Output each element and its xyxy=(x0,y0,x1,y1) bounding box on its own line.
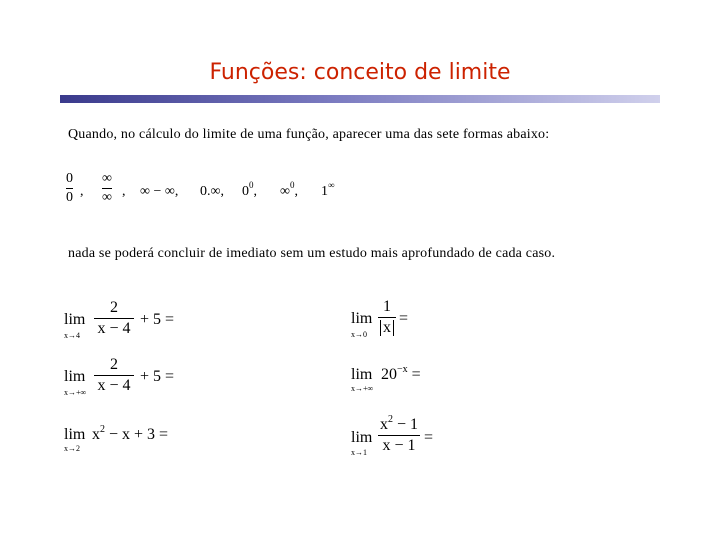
fraction: 1 x xyxy=(378,299,396,336)
title-underline xyxy=(60,95,660,103)
lim-label: lim xyxy=(351,429,373,446)
form-zero-over-zero xyxy=(66,172,73,205)
form-separator: , xyxy=(122,184,126,199)
fraction: 2 x − 4 xyxy=(94,357,134,394)
expression-tail: + 5 = xyxy=(140,368,175,385)
form-inf-pow-zero: ∞$^0$, xyxy=(280,180,298,199)
form-numerator: ∞ xyxy=(102,171,112,186)
exercise-2 xyxy=(64,357,214,401)
lim-label: lim xyxy=(351,310,373,327)
form-numerator: 0 xyxy=(66,171,73,186)
lim-subscript: x→1 xyxy=(351,448,367,457)
absolute-value: x xyxy=(380,320,394,336)
lim-subscript: x→0 xyxy=(351,330,367,339)
expression-tail: = xyxy=(399,310,409,327)
form-inf-minus-inf: ∞ − ∞, xyxy=(140,184,179,199)
exercise-5 xyxy=(351,363,471,397)
expression-tail: + 5 = xyxy=(140,311,175,328)
lim-label: lim xyxy=(64,368,86,385)
conclusion-text: nada se poderá concluir de imediato sem um estudo mais aprofundado de cada caso. xyxy=(68,246,556,261)
expression: $20^{-x}$ = xyxy=(381,364,421,383)
fraction: $x^2 - 1$ x − 1 xyxy=(379,414,419,454)
lim-label: lim xyxy=(64,311,86,328)
form-separator: , xyxy=(80,184,84,199)
lim-subscript: x→+∞ xyxy=(64,388,87,397)
lim-label: lim xyxy=(64,426,86,443)
form-one-pow-inf: 1∞ xyxy=(321,180,335,199)
lim-subscript: x→4 xyxy=(64,331,80,340)
form-zero-pow-zero: $0^0$, xyxy=(242,180,257,199)
lim-subscript: x→+∞ xyxy=(351,384,374,393)
expression-tail: = xyxy=(424,429,434,446)
form-inf-over-inf xyxy=(102,172,112,205)
form-denominator: ∞ xyxy=(102,190,112,205)
lim-subscript: x→2 xyxy=(64,444,80,453)
form-denominator: 0 xyxy=(66,190,73,205)
exercise-1 xyxy=(64,300,214,344)
exercise-3 xyxy=(64,415,214,455)
lim-label: lim xyxy=(351,366,373,383)
expression: $x^2 - x + 3$ = xyxy=(92,424,169,443)
slide-title: Funções: conceito de limite xyxy=(209,60,511,85)
intro-text: Quando, no cálculo do limite de uma função, aparecer uma das sete formas abaixo: xyxy=(68,127,550,142)
exercise-4 xyxy=(351,299,451,343)
exercise-6 xyxy=(351,414,471,461)
form-zero-times-inf: 0.∞, xyxy=(200,184,224,199)
fraction: 2 x − 4 xyxy=(94,300,134,337)
